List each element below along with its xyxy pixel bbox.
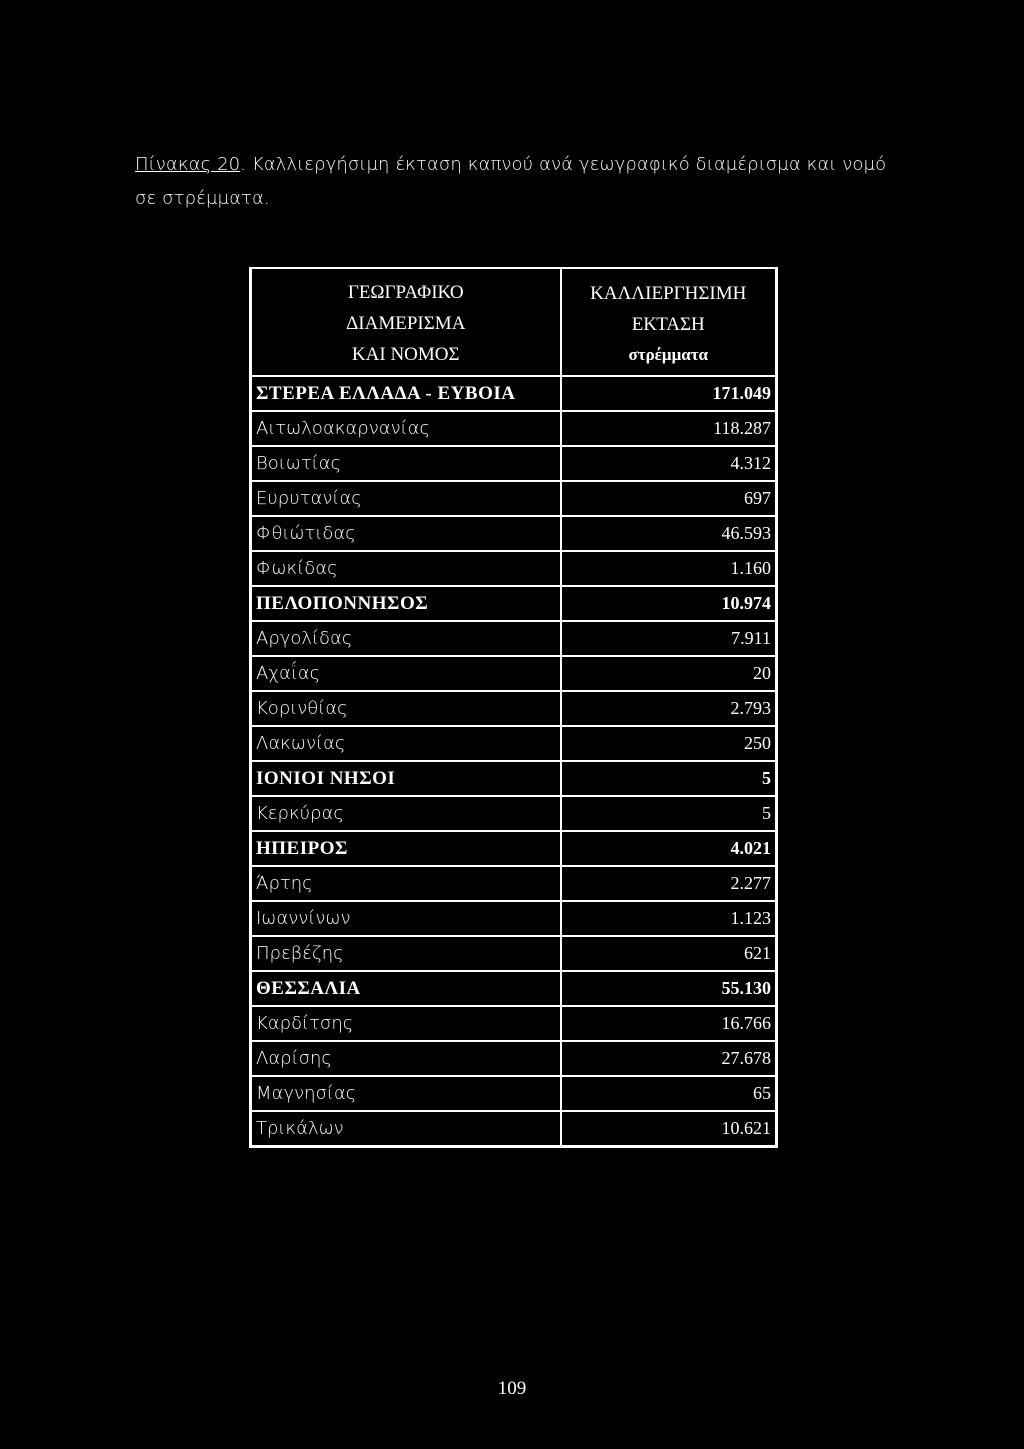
region-row xyxy=(251,761,777,796)
tobacco-area-table xyxy=(249,267,778,1148)
row-name: ΗΠΕΙΡΟΣ xyxy=(251,831,561,866)
prefecture-row xyxy=(251,866,777,901)
header-area-unit: στρέμματα xyxy=(628,344,709,364)
row-name: ΘΕΣΣΑΛΙΑ xyxy=(251,971,561,1006)
region-row xyxy=(251,971,777,1006)
row-value: 55.130 xyxy=(561,971,777,1006)
row-value: 697 xyxy=(561,481,777,516)
header-region-line-2: ΔΙΑΜΕΡΙΣΜΑ xyxy=(346,313,466,334)
row-value: 2.277 xyxy=(561,866,777,901)
prefecture-row xyxy=(251,1041,777,1076)
header-region xyxy=(251,268,561,376)
row-name: Βοιωτίας xyxy=(251,446,561,481)
row-value: 16.766 xyxy=(561,1006,777,1041)
prefecture-row xyxy=(251,621,777,656)
row-name: Κορινθίας xyxy=(251,691,561,726)
row-value: 27.678 xyxy=(561,1041,777,1076)
row-name: Λακωνίας xyxy=(251,726,561,761)
row-name: ΠΕΛΟΠΟΝΝΗΣΟΣ xyxy=(251,586,561,621)
prefecture-row xyxy=(251,1111,777,1147)
header-area-line-2: ΕΚΤΑΣΗ xyxy=(631,313,705,335)
header-area xyxy=(561,268,777,376)
row-value: 5 xyxy=(561,761,777,796)
row-value: 20 xyxy=(561,656,777,691)
prefecture-row xyxy=(251,936,777,971)
row-name: Κερκύρας xyxy=(251,796,561,831)
page-number: 109 xyxy=(497,1378,527,1399)
row-name: Άρτης xyxy=(251,866,561,901)
row-value: 2.793 xyxy=(561,691,777,726)
row-name: Φθιώτιδας xyxy=(251,516,561,551)
row-name: Αχαΐας xyxy=(251,656,561,691)
row-value: 621 xyxy=(561,936,777,971)
row-name: Πρεβέζης xyxy=(251,936,561,971)
prefecture-row xyxy=(251,411,777,446)
header-region-line-3: ΚΑΙ ΝΟΜΟΣ xyxy=(351,344,460,365)
prefecture-row xyxy=(251,1076,777,1111)
row-value: 4.312 xyxy=(561,446,777,481)
prefecture-row xyxy=(251,691,777,726)
row-value: 1.160 xyxy=(561,551,777,586)
row-value: 171.049 xyxy=(561,376,777,411)
prefecture-row xyxy=(251,796,777,831)
prefecture-row xyxy=(251,1006,777,1041)
row-value: 250 xyxy=(561,726,777,761)
header-region-line-1: ΓΕΩΓΡΑΦΙΚΟ xyxy=(347,282,464,303)
row-name: Ευρυτανίας xyxy=(251,481,561,516)
row-value: 46.593 xyxy=(561,516,777,551)
row-name: ΙΟΝΙΟΙ ΝΗΣΟΙ xyxy=(251,761,561,796)
prefecture-row xyxy=(251,446,777,481)
row-name: Φωκίδας xyxy=(251,551,561,586)
row-value: 118.287 xyxy=(561,411,777,446)
prefecture-row xyxy=(251,726,777,761)
region-row xyxy=(251,831,777,866)
region-row xyxy=(251,586,777,621)
prefecture-row xyxy=(251,656,777,691)
header-area-line-1: ΚΑΛΛΙΕΡΓΗΣΙΜΗ xyxy=(590,282,747,304)
row-value: 4.021 xyxy=(561,831,777,866)
prefecture-row xyxy=(251,901,777,936)
region-row xyxy=(251,376,777,411)
row-name: Ιωαννίνων xyxy=(251,901,561,936)
row-value: 5 xyxy=(561,796,777,831)
table-caption xyxy=(135,148,895,216)
prefecture-row xyxy=(251,481,777,516)
caption-label: Πίνακας 20 xyxy=(135,154,241,175)
row-name: Αιτωλοακαρνανίας xyxy=(251,411,561,446)
row-name: ΣΤΕΡΕΑ ΕΛΛΑΔΑ - ΕΥΒΟΙΑ xyxy=(251,376,561,411)
row-value: 10.974 xyxy=(561,586,777,621)
table-header-row xyxy=(251,268,777,376)
row-name: Λαρίσης xyxy=(251,1041,561,1076)
row-name: Αργολίδας xyxy=(251,621,561,656)
prefecture-row xyxy=(251,551,777,586)
row-name: Μαγνησίας xyxy=(251,1076,561,1111)
caption-text: . Καλλιεργήσιμη έκταση καπνού ανά γεωγραφικό διαμέρισμα και νομό σε στρέμματα. xyxy=(135,154,887,209)
row-name: Καρδίτσης xyxy=(251,1006,561,1041)
row-value: 1.123 xyxy=(561,901,777,936)
row-value: 10.621 xyxy=(561,1111,777,1147)
row-value: 65 xyxy=(561,1076,777,1111)
row-value: 7.911 xyxy=(561,621,777,656)
row-name: Τρικάλων xyxy=(251,1111,561,1147)
prefecture-row xyxy=(251,516,777,551)
